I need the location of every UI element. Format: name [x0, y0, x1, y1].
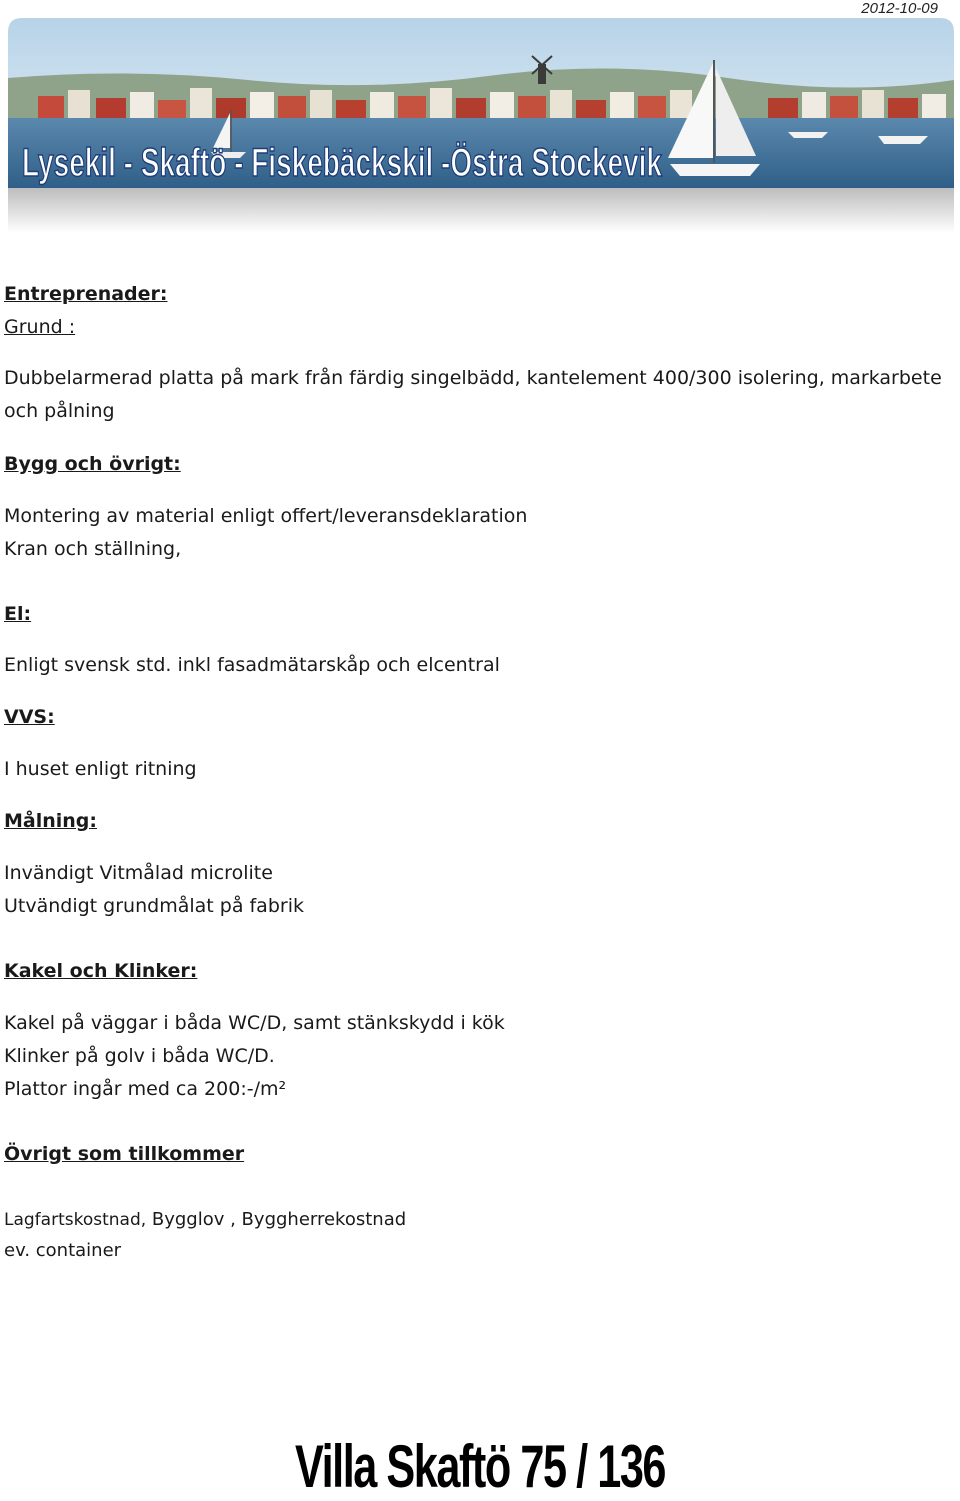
bygg-line-2: Kran och ställning,: [4, 538, 182, 560]
ovrigt-line-1-a: Lagfartskostnad,: [4, 1210, 147, 1230]
malning-line-1: Invändigt Vitmålad microlite: [4, 862, 273, 884]
kakel-line-3: Plattor ingår med ca 200:-/m²: [4, 1078, 287, 1100]
el-heading: El:: [4, 603, 32, 625]
ovrigt-line-1-b: Bygglov , Byggherrekostnad: [146, 1209, 407, 1230]
harbor-illustration: [8, 18, 954, 233]
kakel-line-1: Kakel på väggar i båda WC/D, samt stänkskydd i kök: [4, 1012, 505, 1034]
ovrigt-line-2: ev. container: [4, 1240, 122, 1261]
el-text: Enligt svensk std. inkl fasadmätarskåp och elcentral: [4, 654, 500, 676]
kakel-line-2: Klinker på golv i båda WC/D.: [4, 1045, 275, 1067]
vvs-heading: VVS:: [4, 706, 55, 728]
footer-title: Villa Skaftö 75 / 136: [294, 1433, 665, 1500]
entreprenader-heading: Entreprenader:: [4, 283, 168, 305]
bygg-line-1: Montering av material enligt offert/leveransdeklaration: [4, 505, 528, 527]
bygg-heading: Bygg och övrigt:: [4, 453, 181, 475]
grund-text: Dubbelarmerad platta på mark från färdig singelbädd, kantelement 400/300 isolering, markarbete och pålning: [4, 367, 942, 422]
document-body: [4, 278, 954, 1265]
ovrigt-heading: Övrigt som tillkommer: [4, 1143, 245, 1165]
banner-title: Lysekil - Skaftö - Fiskebäckskil -Östra Stockevik: [22, 141, 937, 185]
ovrigt-line-1: [4, 1203, 954, 1237]
malning-heading: Målning:: [4, 810, 98, 832]
kakel-heading: Kakel och Klinker:: [4, 960, 198, 982]
document-date: 2012-10-09: [861, 0, 938, 17]
vvs-text: I huset enligt ritning: [4, 758, 197, 780]
malning-line-2: Utvändigt grundmålat på fabrik: [4, 895, 304, 917]
header-banner: [8, 18, 954, 233]
grund-label: Grund :: [4, 316, 76, 338]
